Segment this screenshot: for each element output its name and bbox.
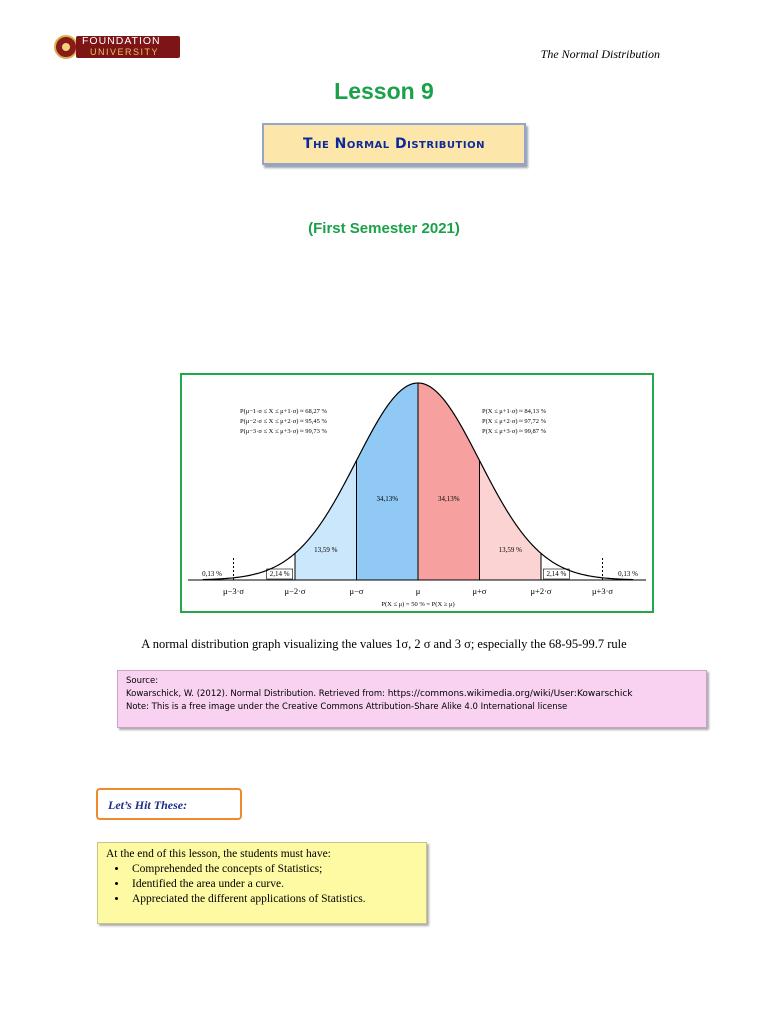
seal-icon	[54, 35, 78, 59]
annotation-right: P(X ≤ μ+3·σ) ≈ 99,87 %	[482, 428, 547, 435]
band-label: 34,13%	[376, 495, 399, 503]
annotation-right: P(X ≤ μ+1·σ) ≈ 84,13 %	[482, 408, 547, 415]
logo-line2: UNIVERSITY	[90, 47, 160, 57]
x-tick-label: μ−2·σ	[284, 586, 306, 596]
band-label: 0,13 %	[618, 570, 638, 578]
x-tick-label: μ+2·σ	[530, 586, 552, 596]
band-area-3	[357, 383, 419, 580]
objectives-intro: At the end of this lesson, the students must have:	[106, 848, 331, 860]
x-tick-label: μ	[415, 586, 421, 596]
logo-line1: FOUNDATION	[82, 35, 161, 47]
x-tick-label: μ−3·σ	[222, 586, 245, 596]
running-header-title: The Normal Distribution	[540, 47, 660, 61]
band-label: 2,14 %	[546, 570, 567, 578]
source-url[interactable]: https://commons.wikimedia.org/wiki/User:Kowarschick	[387, 689, 633, 699]
band-label: 34,13%	[437, 495, 460, 503]
topic-title-box	[262, 123, 526, 165]
chart-svg	[182, 375, 652, 611]
annotation-right: P(X ≤ μ+2·σ) ≈ 97,72 %	[482, 418, 547, 425]
band-area-4	[418, 383, 480, 580]
objective-item: • Comprehended the concepts of Statistics;	[128, 862, 418, 877]
lesson-title: Lesson 9	[334, 78, 434, 104]
topic-title: The Normal Distribution	[303, 136, 485, 152]
hit-heading-box	[96, 788, 242, 820]
source-heading: Source:	[126, 676, 159, 686]
annotation-left: P(μ−3·σ ≤ X ≤ μ+3·σ) ≈ 99,73 %	[240, 428, 327, 435]
band-label: 13,59 %	[314, 546, 338, 554]
x-tick-label: μ+σ	[472, 586, 487, 596]
source-citation-line	[126, 688, 698, 701]
x-tick-label: μ−σ	[349, 586, 364, 596]
figure-caption: A normal distribution graph visualizing the values 1σ, 2 σ and 3 σ; especially the 68-95-99.7 rule	[141, 637, 627, 651]
normal-distribution-chart	[180, 373, 654, 613]
objectives-box	[97, 842, 427, 924]
source-citation: Kowarschick, W. (2012). Normal Distribution. Retrieved from:	[126, 689, 388, 699]
hit-heading: Let’s Hit These:	[108, 798, 188, 812]
university-logo	[50, 33, 182, 61]
band-label: 13,59 %	[498, 546, 522, 554]
chart-footnote: P(X ≤ μ) = 50 % = P(X ≥ μ)	[381, 601, 455, 608]
objective-item: • Identified the area under a curve.	[128, 877, 418, 892]
source-license-note: Note: This is a free image under the Creative Commons Attribution-Share Alike 4.0 International license	[126, 702, 568, 712]
band-label: 2,14 %	[269, 570, 290, 578]
objective-item: • Appreciated the different applications of Statistics.	[128, 892, 418, 907]
annotation-left: P(μ−2·σ ≤ X ≤ μ+2·σ) ≈ 95,45 %	[240, 418, 327, 425]
band-label: 0,13 %	[202, 570, 222, 578]
source-box	[117, 670, 707, 728]
annotation-left: P(μ−1·σ ≤ X ≤ μ+1·σ) ≈ 68,27 %	[240, 408, 327, 415]
x-tick-label: μ+3·σ	[591, 586, 614, 596]
semester-label: (First Semester 2021)	[308, 220, 460, 237]
objectives-list	[106, 862, 418, 907]
